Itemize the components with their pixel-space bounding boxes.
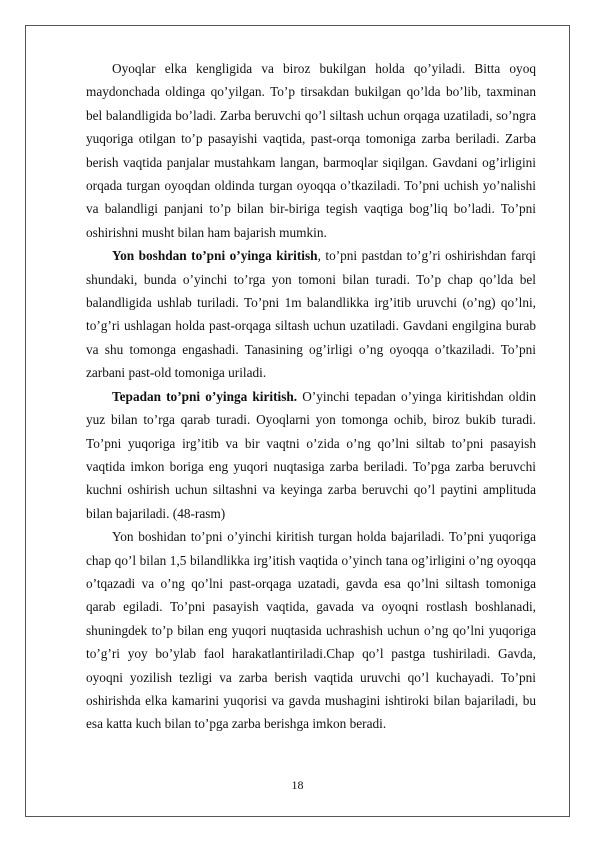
paragraph-3-text: O’yinchi tepadan o’yinga kiritishdan oldin yuz bilan to’rga qarab turadi. Oyoqlarni yon tomonga ochib, biroz bukib turadi. To’pni yuqoriga irg’itib va bir vaqtni o’zida o’ng qo’lni siltab to’pni pasayish vaqtida imkon boriga eng yuqori nuqtasiga zarba beriladi. To’pga zarba beruvchi kuchni oshirish uchun siltashni va keyinga zarba beruvchi qo’l paytini amplituda bilan bajariladi. (48-rasm) (86, 388, 536, 521)
page-body (86, 57, 536, 736)
paragraph-1 (86, 57, 536, 244)
paragraph-1-text: Oyoqlar elka kengligida va biroz bukilgan holda qo’yiladi. Bitta oyoq maydonchada oldinga qo’yilgan. To’p tirsakdan bukilgan qo’lda bo’lib, taxminan bel balandligida bo’ladi. Zarba beruvchi qo’l siltash uchun orqaga uzatiladi, so’ngra yuqoriga otilgan to’p pasayishi vaqtida, past-orqa tomoniga zarba beriladi. Zarba berish vaqtida panjalar mustahkam langan, barmoqlar siqilgan. Gavdani og’irligini orqada turgan oyoqdan oldinda turgan oyoqqa o’tkaziladi. To’pni uchish yo’nalishi va balandligi panjani to’p bilan bir-biriga tegish vaqtiga bog’liq bo’ladi. To’pni oshirishni musht bilan ham bajarish mumkin. (86, 61, 536, 240)
paragraph-4-text: Yon boshidan to’pni o’yinchi kiritish turgan holda bajariladi. To’pni yuqoriga chap qo’l bilan 1,5 bilandlikka irg’itish vaqtida o’yinch tana og’irligini o’ng oyoqqa o’tqazadi va o’ng qo’lni past-orqaga uzatadi, gavda esa qo’lni siltash tomoniga qarab egiladi. To’pni pasayish vaqtida, gavada va oyoqni rostlash boshlanadi, shuningdek to’p bilan eng yuqori nuqtasida uchrashish uchun o’ng qo’lni yuqoriga to’g’ri yoy bo’ylab faol harakatlantiriladi.Chap qo’l pastga tushiriladi. Gavda, oyoqni yozilish tezligi va zarba berish vaqtida uruvchi qo’l kuchayadi. To’pni oshirishda elka kamarini yuqorisi va gavda mushagini ishtiroki bilan bajariladi, bu esa katta kuch bilan to’pga zarba berishga imkon beradi. (86, 529, 536, 732)
paragraph-3-heading: Tepadan to’pni o’yinga kiritish. (112, 388, 298, 404)
page-number: 18 (291, 778, 304, 792)
paragraph-4 (86, 525, 536, 736)
paragraph-2 (86, 244, 536, 384)
paragraph-2-heading: Yon boshdan to’pni o’yinga kiritish (112, 248, 318, 264)
paragraph-2-text: , to’pni pastdan to’g’ri oshirishdan farqi shundaki, bunda o’yinchi to’rga yon tomoni bilan turadi. To’p chap qo’lda bel balandligida ushlab turiladi. To’pni 1m balandlikka irg’itib uruvchi (o’ng) qo’lni, to’g’ri ushlagan holda past-orqaga siltash uchun uzatiladi. Gavdani engilgina burab va shu tomonga engashadi. Tanasining og’irligi o’ng oyoqqa o’tkaziladi. To’pni zarbani past-old tomoniga uriladi. (86, 248, 536, 381)
paragraph-3 (86, 385, 536, 525)
